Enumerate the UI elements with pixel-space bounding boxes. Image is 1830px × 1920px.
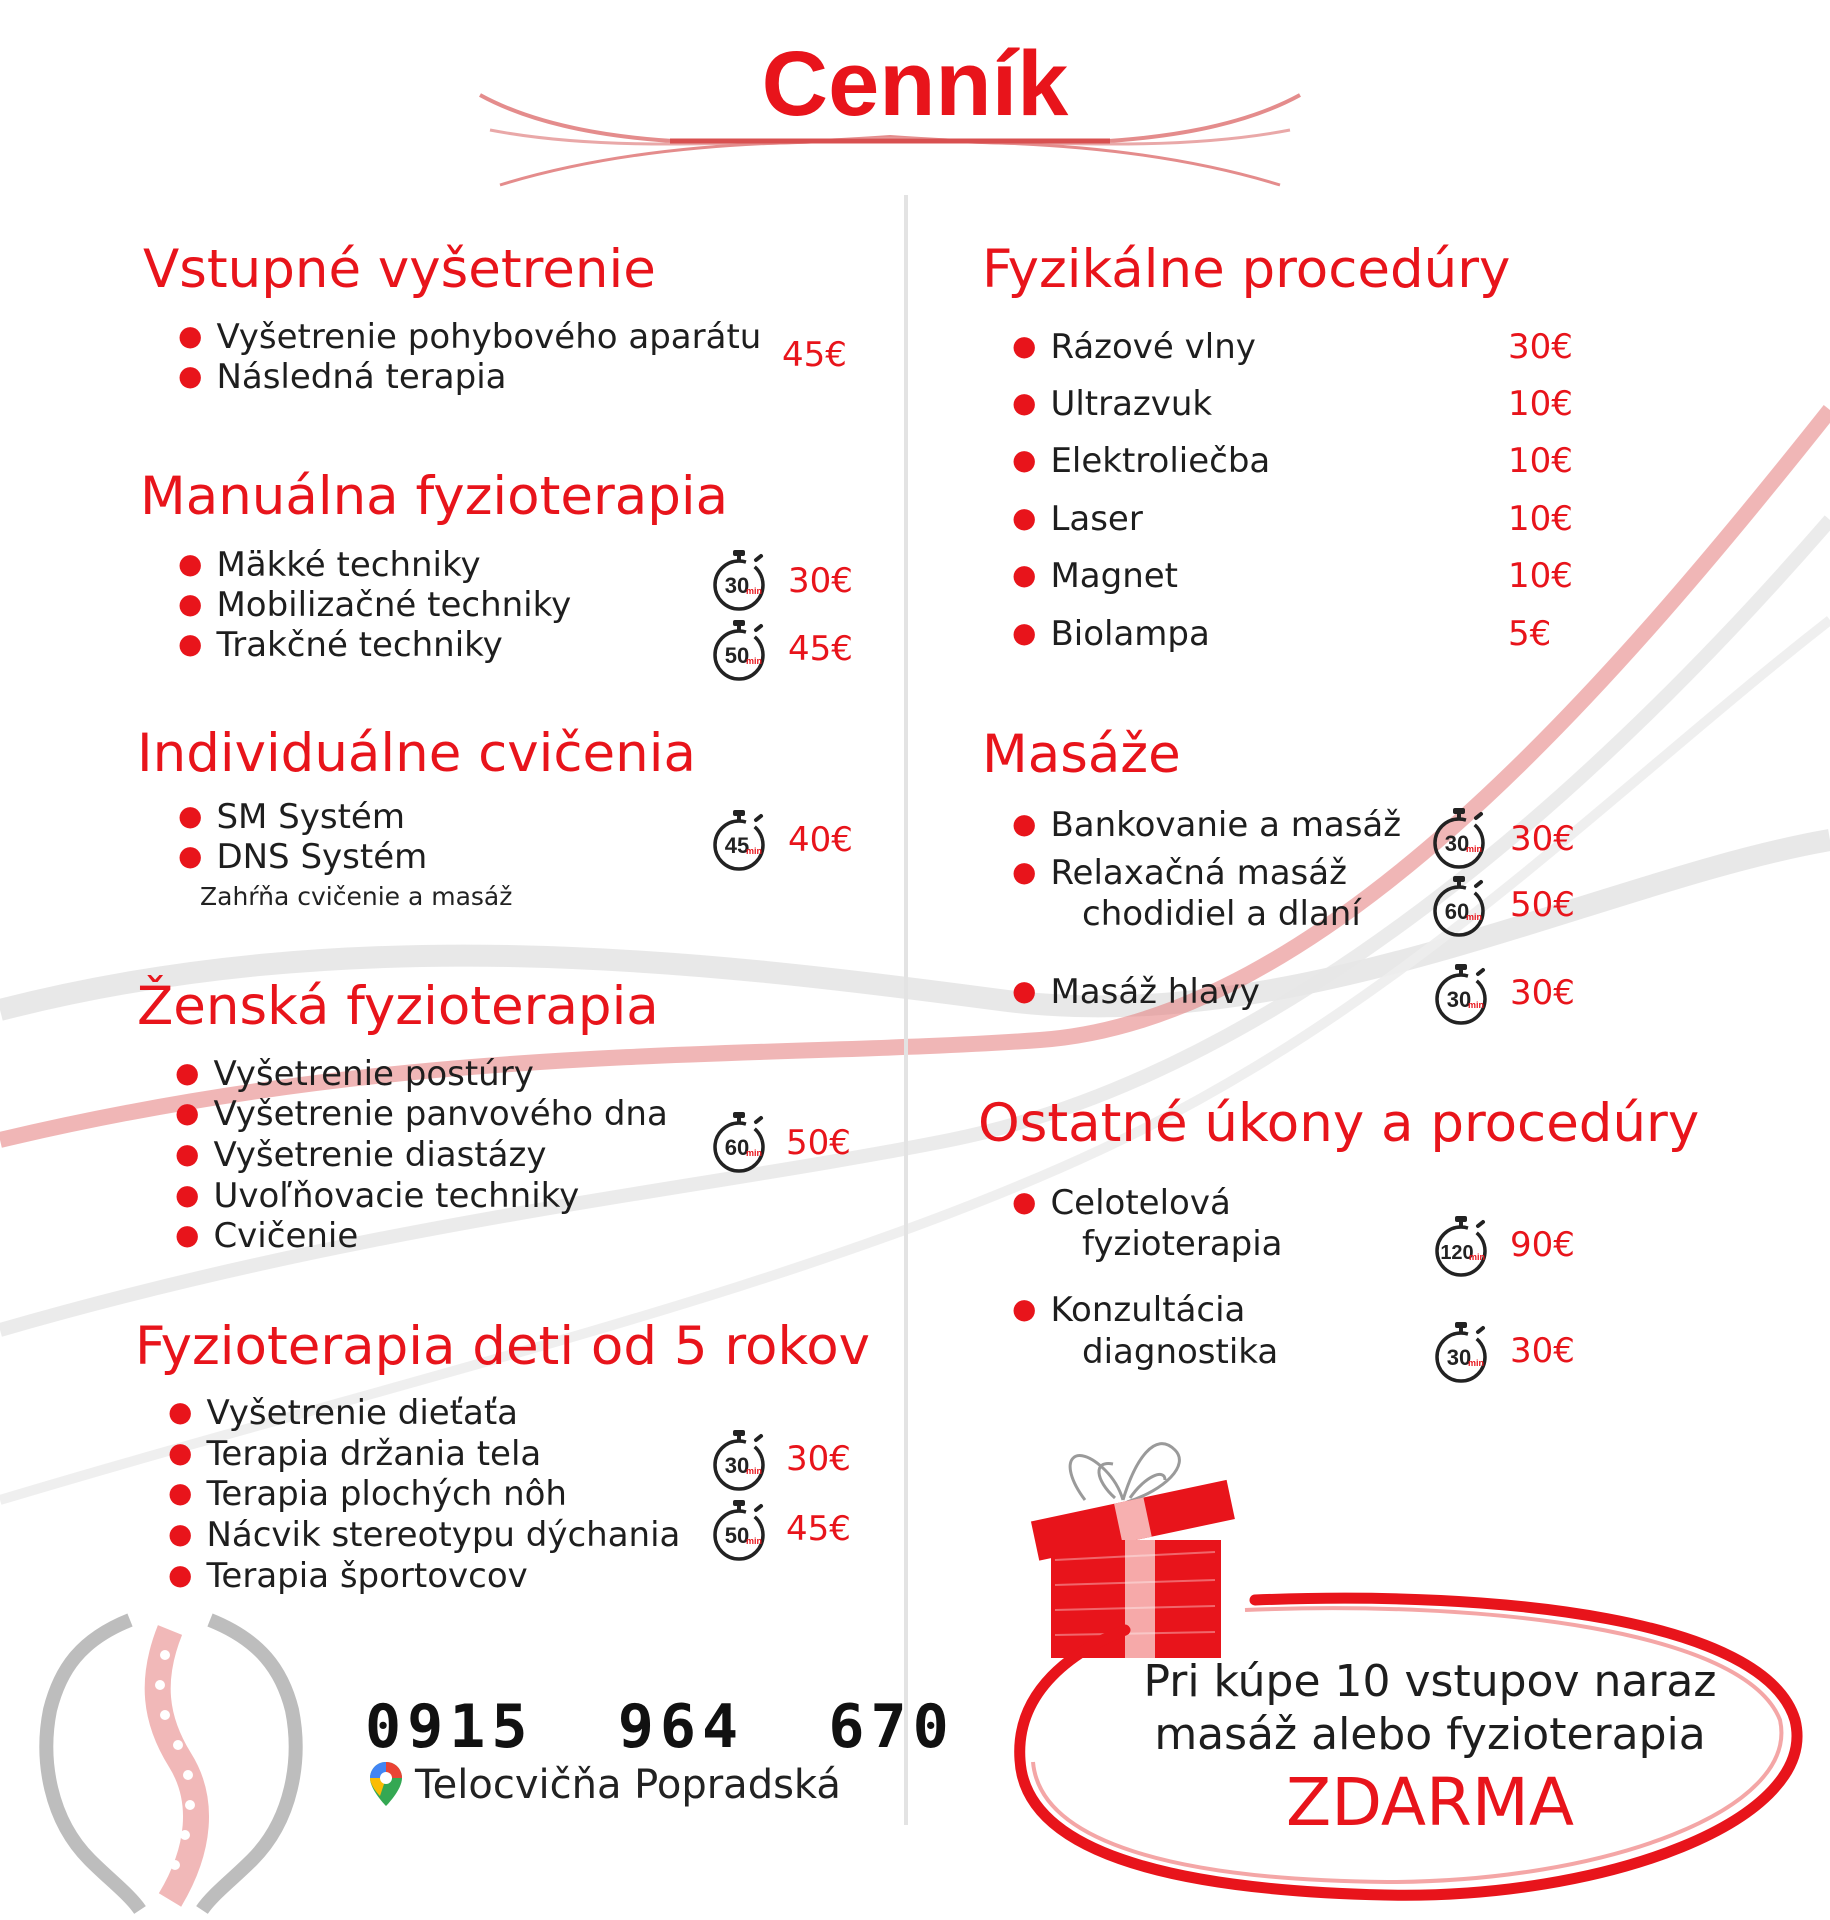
bullet-icon: ● [178, 627, 203, 660]
map-pin-icon [368, 1760, 404, 1808]
promo-line-1: Pri kúpe 10 vstupov naraz [1143, 1656, 1717, 1707]
bullet-icon: ● [1012, 807, 1037, 840]
timer-minutes: 30 [1446, 1345, 1472, 1370]
section-title-kids-physio: Fyzioterapia deti od 5 rokov [135, 1316, 871, 1377]
location-label: Telocvičňa Popradská [415, 1762, 841, 1808]
stopwatch-icon [708, 1428, 770, 1492]
price: 10€ [1508, 499, 1573, 539]
price: 90€ [1510, 1225, 1575, 1265]
list-item: ● Cvičenie [175, 1216, 359, 1256]
timer-unit: min [1468, 1252, 1486, 1262]
bullet-icon: ● [1012, 443, 1037, 476]
list-item: ● Vyšetrenie diastázy [175, 1135, 547, 1175]
bullet-icon: ● [178, 587, 203, 620]
price: 30€ [1508, 327, 1573, 367]
price: 40€ [788, 820, 853, 860]
stopwatch-icon [1428, 806, 1490, 870]
price: 45€ [786, 1509, 851, 1549]
timer-unit: min [1465, 912, 1483, 922]
section-title-massages: Masáže [982, 724, 1181, 785]
timer-minutes: 30 [724, 1453, 750, 1478]
list-item-continued: diagnostika [1082, 1332, 1279, 1372]
bullet-icon: ● [168, 1395, 193, 1428]
stopwatch-icon [1430, 962, 1492, 1026]
list-item: ● Masáž hlavy [1012, 972, 1260, 1012]
price: 30€ [786, 1439, 851, 1479]
bullet-icon: ● [1012, 1292, 1037, 1325]
list-item: ● Biolampa [1012, 614, 1210, 654]
timer-unit: min [1467, 1000, 1485, 1010]
section-title-manual-physio: Manuálna fyzioterapia [140, 466, 729, 527]
timer-minutes: 30 [724, 573, 750, 598]
list-item-continued: fyzioterapia [1082, 1224, 1283, 1264]
list-item: ● Vyšetrenie postúry [175, 1054, 534, 1094]
list-item: ● Terapia držania tela [168, 1434, 542, 1474]
timer-minutes: 50 [724, 1523, 750, 1548]
bullet-icon: ● [1012, 329, 1037, 362]
timer-minutes: 30 [1444, 831, 1470, 856]
bullet-icon: ● [1012, 558, 1037, 591]
bullet-icon: ● [1012, 616, 1037, 649]
price: 45€ [782, 335, 847, 375]
stopwatch-icon [708, 1110, 770, 1174]
timer-minutes: 50 [724, 643, 750, 668]
bullet-icon: ● [168, 1476, 193, 1509]
price: 50€ [1510, 885, 1575, 925]
list-item: ● Trakčné techniky [178, 625, 503, 665]
price: 30€ [1510, 973, 1575, 1013]
list-item: ● SM Systém [178, 797, 405, 837]
list-item: ● Elektroliečba [1012, 441, 1271, 481]
timer-unit: min [745, 1148, 763, 1158]
bullet-icon: ● [168, 1436, 193, 1469]
bullet-icon: ● [175, 1056, 200, 1089]
stopwatch-icon [708, 1498, 770, 1562]
section-title-other-procedures: Ostatné úkony a procedúry [978, 1093, 1700, 1154]
stopwatch-icon [1430, 1214, 1492, 1278]
page-title: Cenník [761, 33, 1069, 135]
section-note: Zahŕňa cvičenie a masáž [200, 882, 513, 911]
list-item: ● Rázové vlny [1012, 327, 1256, 367]
section-title-women-physio: Ženská fyzioterapia [137, 976, 659, 1037]
bullet-icon: ● [1012, 386, 1037, 419]
bullet-icon: ● [175, 1178, 200, 1211]
list-item: ● Laser [1012, 499, 1143, 539]
price: 45€ [788, 629, 853, 669]
price: 30€ [788, 561, 853, 601]
list-item: ● Celotelová [1012, 1183, 1231, 1223]
stopwatch-icon [1428, 874, 1490, 938]
timer-minutes: 60 [724, 1135, 750, 1160]
list-item: ● Relaxačná masáž [1012, 853, 1347, 893]
timer-unit: min [745, 1466, 763, 1476]
bullet-icon: ● [178, 547, 203, 580]
bullet-icon: ● [1012, 974, 1037, 1007]
bullet-icon: ● [178, 319, 203, 352]
timer-minutes: 30 [1446, 987, 1472, 1012]
bullet-icon: ● [175, 1096, 200, 1129]
list-item: ● Následná terapia [178, 357, 507, 397]
price: 10€ [1508, 556, 1573, 596]
stopwatch-icon [708, 618, 770, 682]
bullet-icon: ● [178, 799, 203, 832]
timer-unit: min [745, 656, 763, 666]
section-title-entry-exam: Vstupné vyšetrenie [143, 239, 656, 300]
list-item: ● Mäkké techniky [178, 545, 481, 585]
bullet-icon: ● [1012, 501, 1037, 534]
price: 50€ [786, 1123, 851, 1163]
price: 30€ [1510, 819, 1575, 859]
bullet-icon: ● [1012, 855, 1037, 888]
bullet-icon: ● [1012, 1185, 1037, 1218]
list-item: ● DNS Systém [178, 837, 428, 877]
timer-unit: min [745, 586, 763, 596]
stopwatch-icon [1430, 1320, 1492, 1384]
bullet-icon: ● [168, 1517, 193, 1550]
list-item: ● Nácvik stereotypu dýchania [168, 1515, 681, 1555]
price: 30€ [1510, 1331, 1575, 1371]
list-item: ● Terapia športovcov [168, 1556, 528, 1596]
phone-number[interactable]: 0915 964 670 [365, 1692, 955, 1762]
list-item-continued: chodidiel a dlaní [1082, 894, 1361, 934]
spine-logo-icon [20, 1600, 320, 1920]
list-item: ● Vyšetrenie dieťaťa [168, 1393, 519, 1433]
timer-unit: min [745, 1536, 763, 1546]
list-item: ● Terapia plochých nôh [168, 1474, 567, 1514]
list-item: ● Uvoľňovacie techniky [175, 1176, 580, 1216]
stopwatch-icon [708, 548, 770, 612]
bullet-icon: ● [175, 1218, 200, 1251]
section-title-individual-exercise: Individuálne cvičenia [137, 723, 696, 784]
stopwatch-icon [708, 808, 770, 872]
timer-minutes: 45 [724, 833, 750, 858]
bullet-icon: ● [178, 359, 203, 392]
list-item: ● Ultrazvuk [1012, 384, 1213, 424]
bullet-icon: ● [175, 1137, 200, 1170]
list-item: ● Konzultácia [1012, 1290, 1246, 1330]
list-item: ● Vyšetrenie pohybového aparátu [178, 317, 762, 357]
list-item: ● Mobilizačné techniky [178, 585, 572, 625]
timer-unit: min [1465, 844, 1483, 854]
timer-minutes: 60 [1444, 899, 1470, 924]
price: 5€ [1508, 614, 1552, 654]
list-item: ● Magnet [1012, 556, 1178, 596]
column-divider [904, 195, 908, 1825]
timer-unit: min [1467, 1358, 1485, 1368]
price: 10€ [1508, 384, 1573, 424]
timer-minutes: 120 [1440, 1242, 1474, 1264]
section-title-physical-procedures: Fyzikálne procedúry [982, 239, 1511, 300]
promo-highlight: ZDARMA [1286, 1764, 1574, 1841]
bullet-icon: ● [168, 1558, 193, 1591]
price: 10€ [1508, 441, 1573, 481]
list-item: ● Vyšetrenie panvového dna [175, 1094, 668, 1134]
promo-text [1120, 1656, 1740, 1762]
bullet-icon: ● [178, 839, 203, 872]
timer-unit: min [745, 846, 763, 856]
promo-line-2: masáž alebo fyzioterapia [1154, 1708, 1706, 1760]
list-item: ● Bankovanie a masáž [1012, 805, 1402, 845]
